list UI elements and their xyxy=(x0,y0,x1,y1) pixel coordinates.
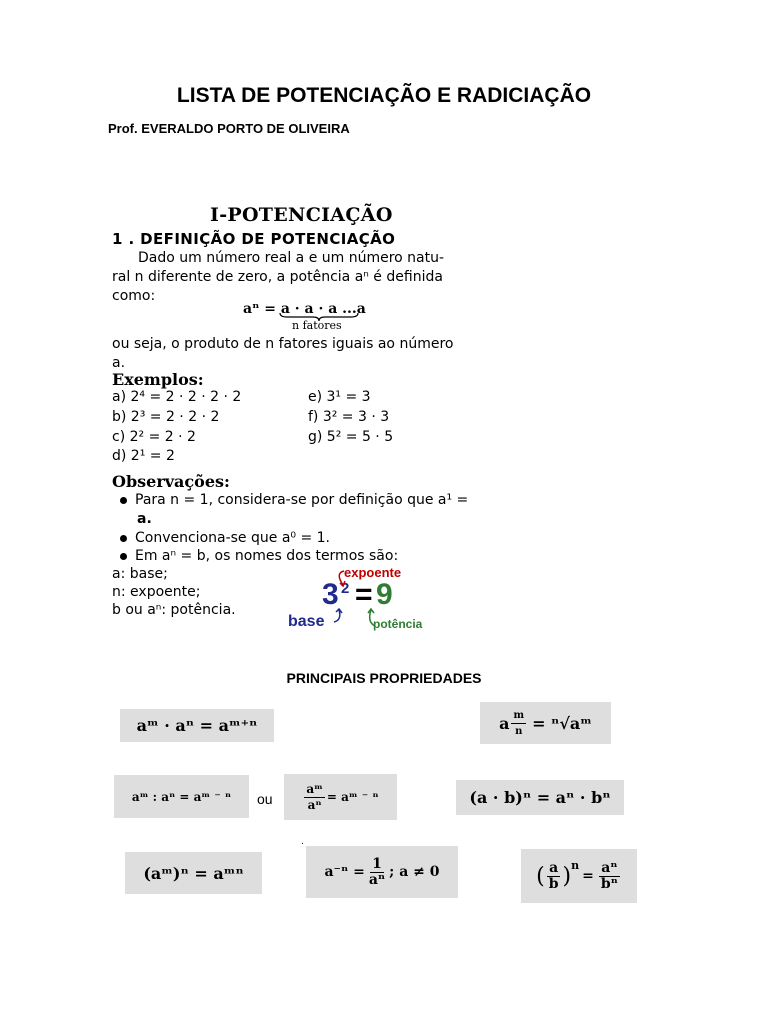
example-d: d) 2¹ = 2 xyxy=(112,448,175,464)
label-base: base xyxy=(288,613,325,630)
property-product-power: (a · b)ⁿ = aⁿ · bⁿ xyxy=(456,780,624,815)
observation-1: Para n = 1, considera-se por definição que a¹ = xyxy=(120,492,468,508)
close-paren: ) xyxy=(562,863,572,889)
stray-dot: . xyxy=(301,836,304,847)
factors-caption: n fatores xyxy=(292,319,342,332)
examples-heading: Exemplos: xyxy=(112,370,204,389)
definition-title: 1 . DEFINIÇÃO DE POTENCIAÇÃO xyxy=(112,230,396,248)
arrow-exponent-icon xyxy=(330,568,350,588)
arrow-power-icon xyxy=(365,608,377,630)
fraction-exponent: $\frac{m}{n}$ xyxy=(513,709,525,737)
example-c: c) 2² = 2 · 2 xyxy=(112,429,196,445)
fraction-1-an: $\frac{1}{\text{aⁿ}}$ xyxy=(368,855,386,888)
bullet-icon xyxy=(120,497,127,504)
bullet-icon xyxy=(120,535,127,542)
fraction-am-an: $\frac{\text{aᵐ}}{\text{aⁿ}}$ xyxy=(306,781,323,812)
section-title: I-POTENCIAÇÃO xyxy=(210,204,393,226)
example-b: b) 2³ = 2 · 2 · 2 xyxy=(112,409,220,425)
fraction-an-bn: $\frac{\text{aⁿ}}{\text{bⁿ}}$ xyxy=(600,859,618,892)
diagram-result: 9 xyxy=(376,578,393,611)
property-negative-exponent: a⁻ⁿ = $\frac{1}{\text{aⁿ}}$ ; a ≠ 0 xyxy=(306,846,458,898)
definition-formula: aⁿ = a · a · a ...a xyxy=(243,301,366,317)
author-line: Prof. EVERALDO PORTO DE OLIVEIRA xyxy=(108,121,350,136)
term-base: a: base; xyxy=(112,566,168,582)
radical-expression: = ⁿ√aᵐ xyxy=(532,713,592,733)
example-e: e) 3¹ = 3 xyxy=(308,389,371,405)
definition-line-3: como: xyxy=(112,288,156,304)
definition-after-line-1: ou seja, o produto de n fatores iguais ao número xyxy=(112,336,454,352)
term-power: b ou aⁿ: potência. xyxy=(112,602,236,618)
open-paren: ( xyxy=(536,863,545,889)
property-quotient: aᵐ : aⁿ = aᵐ ⁻ ⁿ xyxy=(114,775,249,818)
diagram-base: 3 xyxy=(322,578,339,611)
property-product: aᵐ · aⁿ = aᵐ⁺ⁿ xyxy=(120,709,274,742)
diagram-equals: = xyxy=(355,578,373,611)
diagram-exponent: 2 xyxy=(341,580,350,597)
arrow-base-icon xyxy=(332,608,346,628)
definition-line-2: ral n diferente de zero, a potência aⁿ é definida xyxy=(112,269,443,285)
observations-heading: Observações: xyxy=(112,472,230,491)
label-exponent: expoente xyxy=(344,565,402,580)
property-power-of-power: (aᵐ)ⁿ = aᵐⁿ xyxy=(125,852,262,894)
properties-title: PRINCIPAIS PROPRIEDADES xyxy=(286,670,482,686)
observation-1-cont: a. xyxy=(137,511,152,527)
bullet-icon xyxy=(120,553,127,560)
exponent-n: n xyxy=(571,859,580,872)
page-title: LISTA DE POTENCIAÇÃO E RADICIAÇÃO xyxy=(176,84,592,107)
definition-line-1: Dado um número real a e um número natu- xyxy=(138,250,445,266)
label-power: potência xyxy=(373,617,423,631)
property-quotient-fraction: $\frac{\text{aᵐ}}{\text{aⁿ}}$ = aᵐ ⁻ ⁿ xyxy=(284,774,397,820)
base-a: a xyxy=(499,713,510,733)
example-f: f) 3² = 3 · 3 xyxy=(308,409,390,425)
definition-after-line-2: a. xyxy=(112,355,126,371)
example-g: g) 5² = 5 · 5 xyxy=(308,429,394,445)
observation-3: Em aⁿ = b, os nomes dos termos são: xyxy=(120,548,398,564)
observation-2: Convenciona-se que a⁰ = 1. xyxy=(120,530,330,546)
property-fraction-power: ( $\frac{a}{b}$ ) $^n$ = $\frac{\text{aⁿ}}{\text{bⁿ}}$ xyxy=(521,849,637,903)
fraction-a-b: $\frac{a}{b}$ xyxy=(548,859,559,892)
example-a: a) 2⁴ = 2 · 2 · 2 · 2 xyxy=(112,389,242,405)
property-fractional-exponent xyxy=(480,702,611,744)
term-exponent: n: expoente; xyxy=(112,584,201,600)
or-text: ou xyxy=(257,791,273,807)
